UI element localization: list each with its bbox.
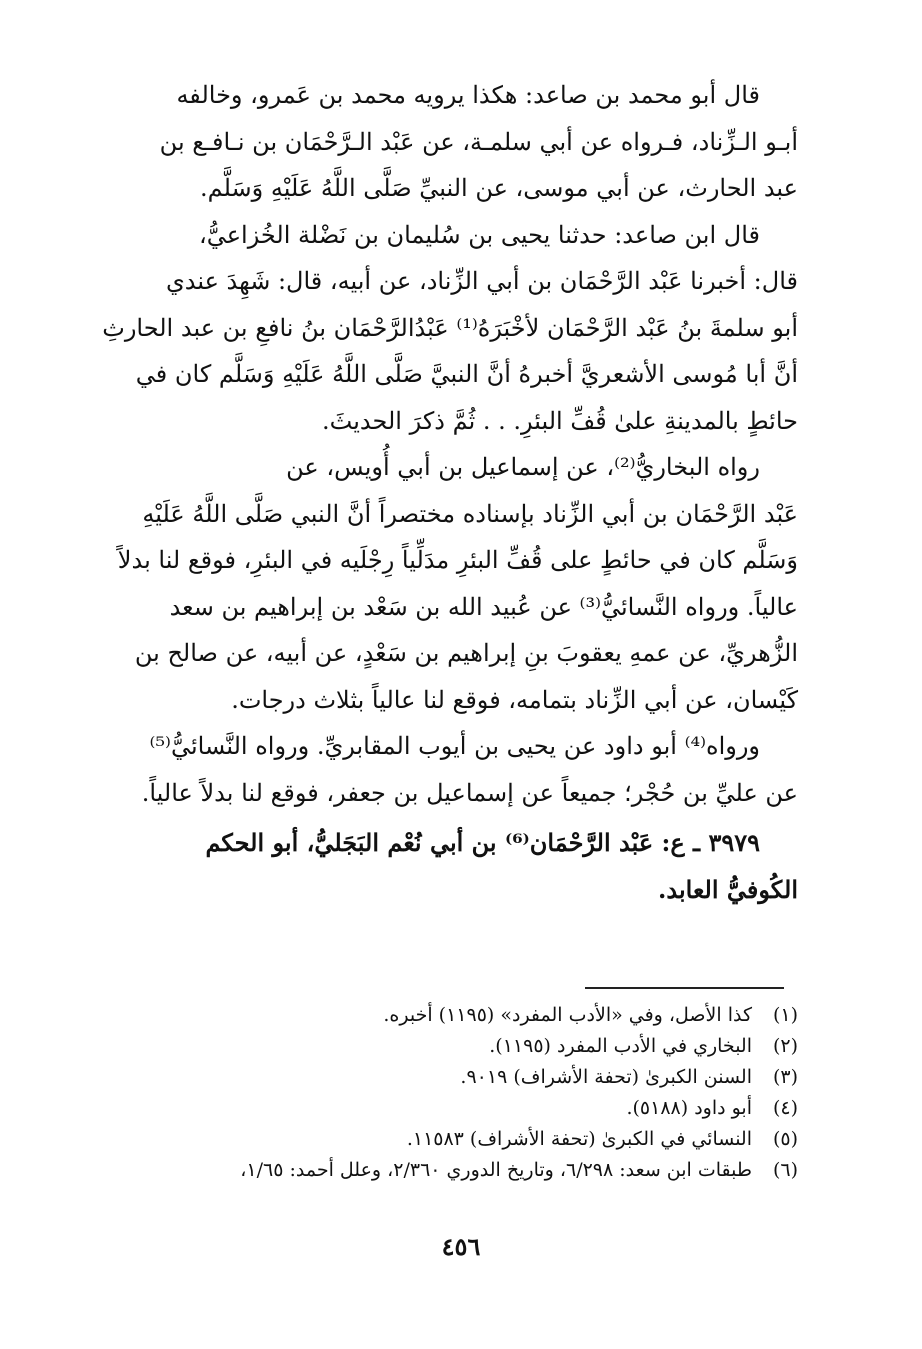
paragraph-1: قال أبو محمد بن صاعد: هكذا يرويه محمد بن عَمرو، وخالفه أبـو الـزِّناد، فـرواه عن أبي سلمـة، عن عَبْد الـرَّحْمَان بن نـافـع بن عبد الحارث، عن أبي موسى، عن النبيِّ صَلَّى اللَّهُ عَلَيْهِ وَسَلَّم. [159,81,798,202]
footnote-text: أبو داود (٥١٨٨). [626,1097,752,1119]
footnote-text: النسائي في الكبرىٰ (تحفة الأشراف) ١١٥٨٣. [406,1128,752,1150]
footnote-number: (٦) [772,1159,798,1181]
footnote [78,1155,798,1186]
footnote-number: (٤) [772,1097,798,1119]
footnote-text: السنن الكبرىٰ (تحفة الأشراف) ٩٠١٩. [460,1066,752,1088]
footnote [78,1093,798,1124]
footnote [78,1000,798,1031]
footnote-text: طبقات ابن سعد: ٦/٢٩٨، وتاريخ الدوري ٢/٣٦٠، وعلل أحمد: ١/٦٥، [240,1159,752,1181]
footnotes [78,1000,798,1186]
footnote [78,1124,798,1155]
footnote-number: (٥) [772,1128,798,1150]
footnote-divider [585,987,784,989]
paragraph-3: رواه البخاريُّ⁽²⁾، عن إسماعيل بن أبي أُويس، عن عَبْد الرَّحْمَان بن أبي الزِّناد بإسناده مختصراً أنَّ النبي صَلَّى اللَّهُ عَلَيْهِ وَسَلَّم كان في حائطٍ على قُفِّ البئرِ مدَلِّياً رِجْلَيه في البئرِ، فوقع لنا بدلاً عالياً. ورواه النَّسائيُّ⁽³⁾ عن عُبيد الله بن سَعْد بن إبراهيم بن سعد الزُّهريِّ، عن عمهِ يعقوبَ بنِ إبراهيم بن سَعْدٍ، عن أبيه، عن صالح بن كَيْسان، عن أبي الزِّناد بتمامه، فوقع لنا عالياً بثلاث درجات. [117,453,798,714]
footnote-text: البخاري في الأدب المفرد (١١٩٥). [489,1035,752,1057]
main-text [78,72,798,913]
paragraph-4: ورواه⁽⁴⁾ أبو داود عن يحيى بن أيوب المقابريِّ. ورواه النَّسائيُّ⁽⁵⁾ عن عليِّ بن حُجْر؛ جميعاً عن إسماعيل بن جعفر، فوقع لنا بدلاً عالياً. [141,732,798,807]
footnote [78,1031,798,1062]
footnote-number: (١) [772,1004,798,1026]
paragraph-2: قال ابن صاعد: حدثنا يحيى بن سُليمان بن نَضْلة الخُزاعيُّ، قال: أخبرنا عَبْد الرَّحْمَان بن أبي الزِّناد، عن أبيه، قال: شَهِدَ عندي أبو سلمةَ بنُ عَبْد الرَّحْمَان لأخْبَرَهُ⁽¹⁾ عَبْدُالرَّحْمَان بنُ نافعِ بن عبد الحارثِ أنَّ أبا مُوسى الأشعريَّ أخبرهُ أنَّ النبيَّ صَلَّى اللَّهُ عَلَيْهِ وَسَلَّم كان في حائطٍ بالمدينةِ علىٰ قُفِّ البئرِ. . . ثُمَّ ذكرَ الحديثَ. [102,220,798,435]
footnote-text: كذا الأصل، وفي «الأدب المفرد» (١١٩٥) أخبره. [383,1004,752,1026]
entry-heading: ٣٩٧٩ ـ ع: عَبْد الرَّحْمَان⁽⁶⁾ بن أبي نُعْم البَجَليُّ، أبو الحكم الكُوفيُّ العابد. [205,828,798,904]
footnote [78,1062,798,1093]
footnote-number: (٣) [772,1066,798,1088]
footnote-number: (٢) [772,1035,798,1057]
page-number: ٤٥٦ [441,1232,481,1261]
